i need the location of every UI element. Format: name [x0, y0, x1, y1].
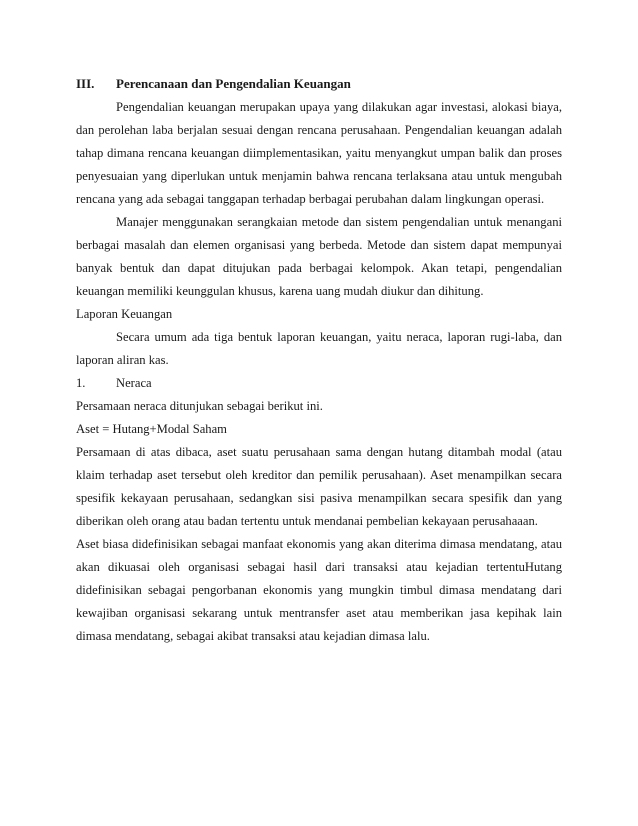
subheading-laporan-keuangan: Laporan Keuangan [76, 307, 173, 321]
section-title: Perencanaan dan Pengendalian Keuangan [116, 76, 351, 91]
paragraph-aset-hutang: Aset biasa didefinisikan sebagai manfaat ekonomis yang akan diterima dimasa mendatang, atau akan dikuasai oleh organisasi sebagai hasil dari transaksi atau kejadian tertentuHutang didefinisikan sebagai pengorbanan ekonomis yang mungkin timbul dimasa mendatang dari kewajiban organisasi sekarang untuk mentransfer aset atau memberikan jasa kepihak lain dimasa mendatang, sebagai akibat transaksi atau kejadian dimasa lalu. [76, 537, 562, 643]
equation: Aset = Hutang+Modal Saham [76, 422, 227, 436]
paragraph-persamaan-dibaca: Persamaan di atas dibaca, aset suatu perusahaan sama dengan hutang ditambah modal (atau klaim terhadap aset tersebut oleh kreditor dan pemilik perusahaan). Aset menampilkan secara spesifik kekayaan perusahaan, sedangkan sisi pasiva menampilkan secara spesifik dan yang diberikan oleh orang atau badan tertentu untuk mendanai pembelian kekayaan perusahaaan. [76, 445, 562, 528]
list-item-label: Neraca [116, 376, 152, 390]
paragraph-persamaan-intro: Persamaan neraca ditunjukan sebagai berikut ini. [76, 399, 323, 413]
list-item-neraca [76, 372, 562, 395]
paragraph-pengendalian: Pengendalian keuangan merupakan upaya yang dilakukan agar investasi, alokasi biaya, dan perolehan laba berjalan sesuai dengan rencana perusahaan. Pengendalian keuangan adalah tahap dimana rencana keuangan diimplementasikan, yaitu menyangkut umpan balik dan proses penyesuaian yang diperlukan untuk menjamin bahwa rencana terlaksana atau untuk mengubah rencana yang ada sebagai tanggapan terhadap berbagai perubahan dalam lingkungan operasi. [76, 100, 562, 206]
section-number: III. [76, 76, 95, 91]
section-heading [76, 72, 562, 96]
paragraph-manajer: Manajer menggunakan serangkaian metode dan sistem pengendalian untuk menangani berbagai masalah dan elemen organisasi yang berbeda. Metode dan sistem dapat mempunyai banyak bentuk dan dapat ditujukan pada berbagai kelompok. Akan tetapi, pengendalian keuangan memiliki keunggulan khusus, karena uang mudah diukur dan dihitung. [76, 215, 562, 298]
paragraph-laporan: Secara umum ada tiga bentuk laporan keuangan, yaitu neraca, laporan rugi-laba, dan laporan aliran kas. [76, 330, 562, 367]
list-item-number: 1. [76, 376, 86, 390]
